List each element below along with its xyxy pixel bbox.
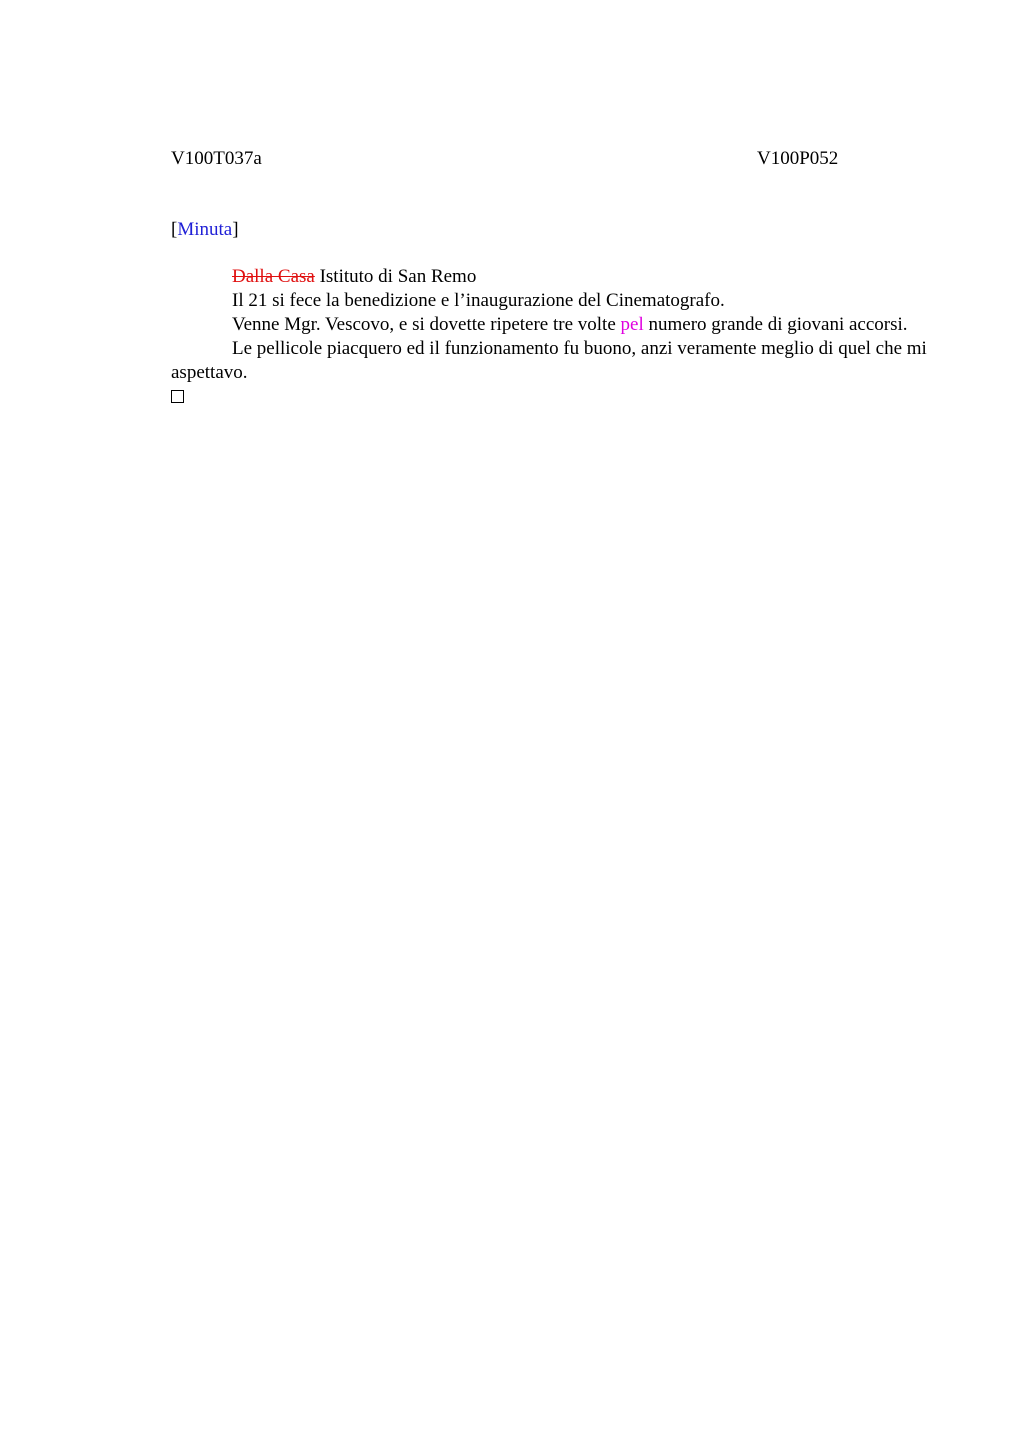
section-label-text: Minuta	[177, 219, 233, 240]
page-header	[171, 146, 931, 172]
paragraph-inauguration: Il 21 si fece la benedizione e l’inaugurazione del Cinematografo.	[232, 290, 725, 311]
bracket-close: ]	[232, 219, 239, 240]
paragraph-address	[171, 265, 931, 289]
bracket-open: [	[171, 219, 178, 240]
bishop-text-after: numero grande di giovani accorsi.	[643, 314, 908, 335]
square-outline-icon	[171, 390, 184, 403]
highlighted-word: pel	[620, 314, 644, 335]
document-code-right: V100P052	[757, 148, 839, 169]
deleted-text: Dalla Casa	[232, 266, 315, 287]
paragraph-films: Le pellicole piacquero ed il funzionamento fu buono, anzi veramente meglio di quel che mi aspettavo.	[171, 338, 927, 383]
paragraph-bishop	[171, 313, 931, 337]
bishop-text-before: Venne Mgr. Vescovo, e si dovette ripetere tre volte	[232, 314, 621, 335]
address-text: Istituto di San Remo	[314, 266, 477, 287]
document-code-left: V100T037a	[171, 148, 262, 169]
letter-body	[171, 265, 931, 410]
end-marker	[171, 385, 931, 410]
section-label	[171, 217, 239, 243]
